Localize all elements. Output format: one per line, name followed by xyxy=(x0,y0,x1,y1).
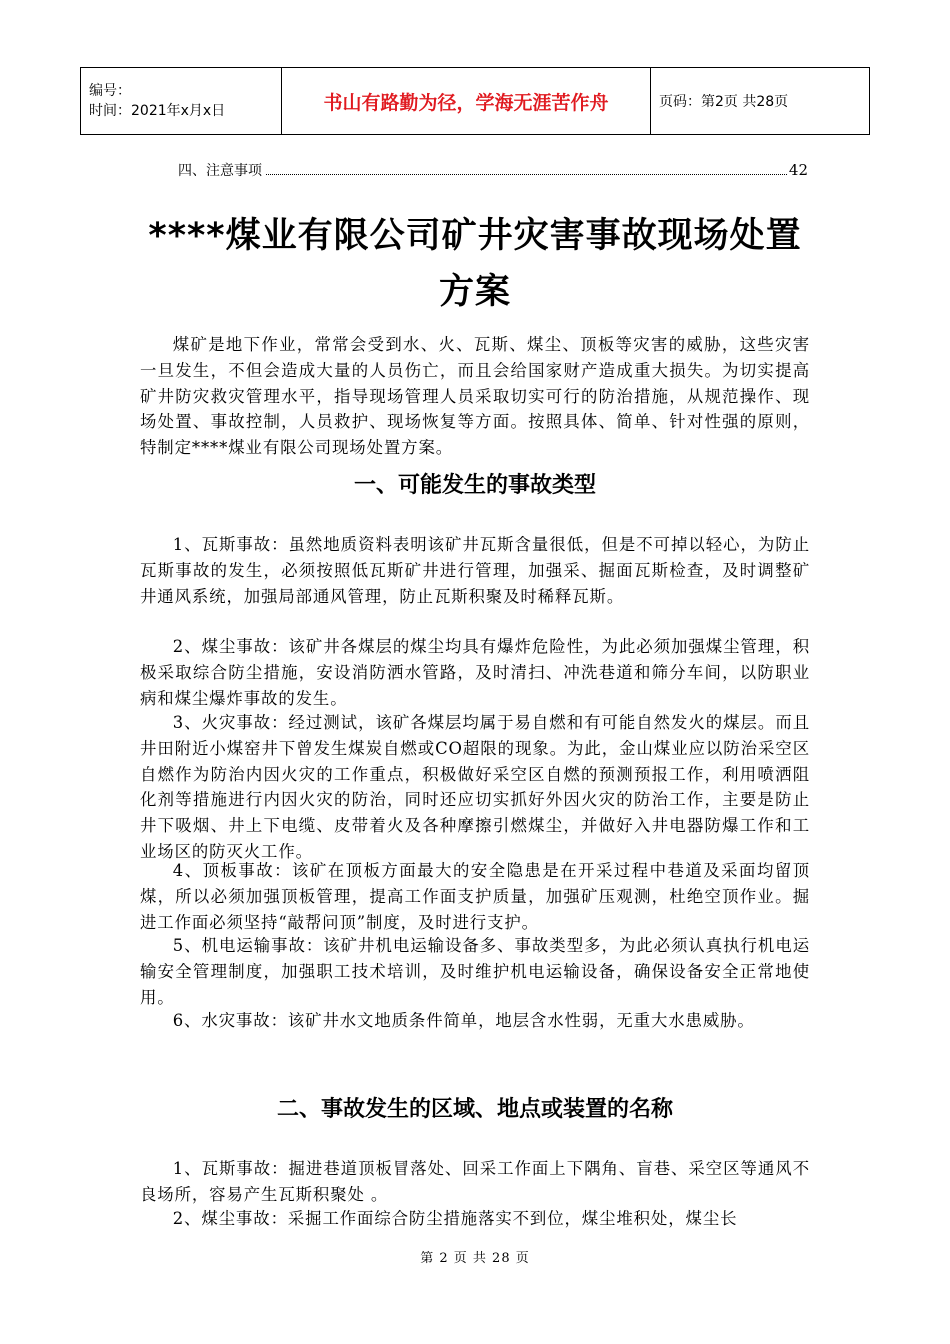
document-title-line2: 方案 xyxy=(438,272,511,312)
section1-item-4: 4、顶板事故：该矿在顶板方面最大的安全隐患是在开采过程中巷道及采面均留顶煤，所以必须加强顶板管理，提高工作面支护质量，加强矿压观测，杜绝空顶作业。掘进工作面必须坚持“敲帮问顶”制度，及时进行支护。 xyxy=(140,861,810,932)
toc-entry-label: 四、注意事项 xyxy=(178,163,262,179)
page-footer: 第 2 页 共 28 页 xyxy=(420,1251,530,1266)
toc-leader-dots xyxy=(266,174,787,175)
intro-paragraph: 煤矿是地下作业，常常会受到水、火、瓦斯、煤尘、顶板等灾害的威胁，这些灾害一旦发生，不但会造成大量的人员伤亡，而且会给国家财产造成重大损失。为切实提高矿井防灾救灾管理水平，指导现场管理人员采取切实可行的防治措施，从规范操作、现场处置、事故控制，人员救护、现场恢复等方面。按照具体、简单、针对性强的原则，特制定****煤业有限公司现场处置方案。 xyxy=(140,335,810,458)
toc-entry-page: 42 xyxy=(788,161,808,179)
toc-entry xyxy=(178,160,808,182)
section-heading-1: 一、可能发生的事故类型 xyxy=(353,473,596,498)
header-meta xyxy=(81,68,282,135)
header-motto: 书山有路勤为径，学海无涯苦作舟 xyxy=(282,68,651,135)
page-header xyxy=(80,67,870,135)
section1-item-5: 5、机电运输事故：该矿井机电运输设备多、事故类型多，为此必须认真执行机电运输安全管理制度，加强职工技术培训，及时维护机电运输设备，确保设备安全正常地使用。 xyxy=(140,936,810,1007)
doc-number-label: 编号： xyxy=(89,83,131,99)
section-heading-2: 二、事故发生的区域、地点或装置的名称 xyxy=(276,1097,673,1122)
section1-item-1: 1、瓦斯事故：虽然地质资料表明该矿井瓦斯含量很低，但是不可掉以轻心，为防止瓦斯事故的发生，必须按照低瓦斯矿井进行管理，加强采、掘面瓦斯检查，及时调整矿井通风系统，加强局部通风管理，防止瓦斯积聚及时稀释瓦斯。 xyxy=(140,535,810,606)
header-page-info: 页码：第2页 共28页 xyxy=(651,68,870,135)
section2-item-2: 2、煤尘事故：采掘工作面综合防尘措施落实不到位，煤尘堆积处，煤尘长 xyxy=(172,1209,738,1228)
section1-item-2: 2、煤尘事故：该矿井各煤层的煤尘均具有爆炸危险性，为此必须加强煤尘管理，积极采取综合防尘措施，安设消防洒水管路，及时清扫、冲洗巷道和筛分车间，以防职业病和煤尘爆炸事故的发生。 xyxy=(140,637,810,708)
document-title-line1: ****煤业有限公司矿井灾害事故现场处置 xyxy=(148,216,802,256)
document-title xyxy=(120,208,830,320)
section1-item-3: 3、火灾事故：经过测试，该矿各煤层均属于易自燃和有可能自然发火的煤层。而且井田附近小煤窑井下曾发生煤炭自燃或CO超限的现象。为此，金山煤业应以防治采空区自燃作为防治内因火灾的工作重点，积极做好采空区自燃的预测预报工作，利用喷洒阻化剂等措施进行内因火灾的防治，同时还应切实抓好外因火灾的防治工作，主要是防止井下吸烟、井上下电缆、皮带着火及各种摩擦引燃煤尘，并做好入井电器防爆工作和工业场区的防灭火工作。 xyxy=(140,713,810,861)
section1-item-6: 6、水灾事故：该矿井水文地质条件简单，地层含水性弱，无重大水患威胁。 xyxy=(172,1011,755,1030)
section2-item-1: 1、瓦斯事故：掘进巷道顶板冒落处、回采工作面上下隅角、盲巷、采空区等通风不良场所，容易产生瓦斯积聚处 。 xyxy=(140,1159,810,1204)
doc-time-label: 时间：2021年x月x日 xyxy=(89,103,226,119)
